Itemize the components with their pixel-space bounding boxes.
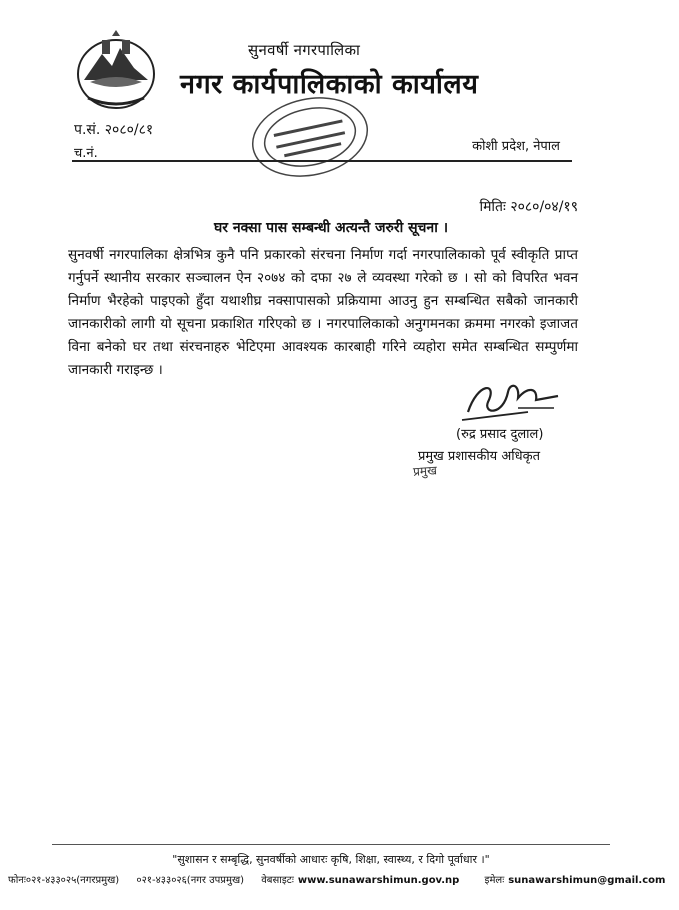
province-address: कोशी प्रदेश, नेपाल <box>472 139 560 154</box>
footer-divider <box>52 844 610 845</box>
reference-number: प.सं. २०८०/८१ <box>74 122 154 138</box>
footer-slogan: "सुशासन र सम्बृद्धि, सुनवर्षीको आधारः कृषि, शिक्षा, स्वास्थ्य, र दिगो पूर्वाधार ।" <box>172 853 490 866</box>
notice-subject: घर नक्सा पास सम्बन्धी अत्यन्तै जरुरी सूचना । <box>213 220 449 236</box>
municipality-name: सुनवर्षी नगरपालिका <box>248 41 361 59</box>
website-label: वेबसाइटः <box>261 875 294 886</box>
handwritten-signature-icon <box>458 372 568 428</box>
notice-date: मितिः २०८०/०४/१९ <box>479 199 578 215</box>
phone-deputy-mayor: ०२१-४३३०२६(नगर उपप्रमुख) <box>136 875 245 886</box>
email-label: इमेलः <box>484 875 505 886</box>
website-link[interactable]: www.sunawarshimun.gov.np <box>297 875 460 886</box>
dispatch-number: च.नं. <box>74 146 98 161</box>
email-link[interactable]: sunawarshimun@gmail.com <box>508 875 666 886</box>
header-divider <box>72 160 572 162</box>
signatory-title: प्रमुख प्रशासकीय अधिकृत <box>418 449 541 464</box>
notice-body: सुनवर्षी नगरपालिका क्षेत्रभित्र कुनै पनि प्रकारको संरचना निर्माण गर्दा नगरपालिकाको पूर्व स्वीकृति प्राप्त गर्नुपर्ने स्थानीय सरकार सञ्चालन ऐन २०७४ को दफा २७ ले व्यवस्था गरेको छ । सो को विपरित भवन निर्माण भैरहेको पाइएको हुँदा यथाशीघ्र नक्सापासको प्रक्रियामा आउनु हुन सम्बन्धित सबैको जानकारी जानकारीको लागी यो सूचना प्रकाशित गरिएको छ । नगरपालिकाको अनुगमनका क्रममा नगरको इजाजत विना बनेको घर तथा संरचनाहरु भेटिएमा आवश्यक कारबाही गरिने व्यहोरा समेत सम्बन्धित सम्पुर्णमा जानकारी गराइन्छ । <box>68 247 578 378</box>
signatory-stamp-text: प्रमुख <box>412 463 438 479</box>
office-seal-icon <box>245 92 375 182</box>
nepal-emblem-icon <box>72 28 160 112</box>
office-title: नगर कार्यपालिकाको कार्यालय <box>180 69 479 100</box>
signatory-name: (रुद्र प्रसाद दुलाल) <box>456 427 544 442</box>
phone-mayor: फोनः०२१-४३३०२५(नगरप्रमुख) <box>8 875 120 886</box>
footer-contact <box>8 872 666 886</box>
